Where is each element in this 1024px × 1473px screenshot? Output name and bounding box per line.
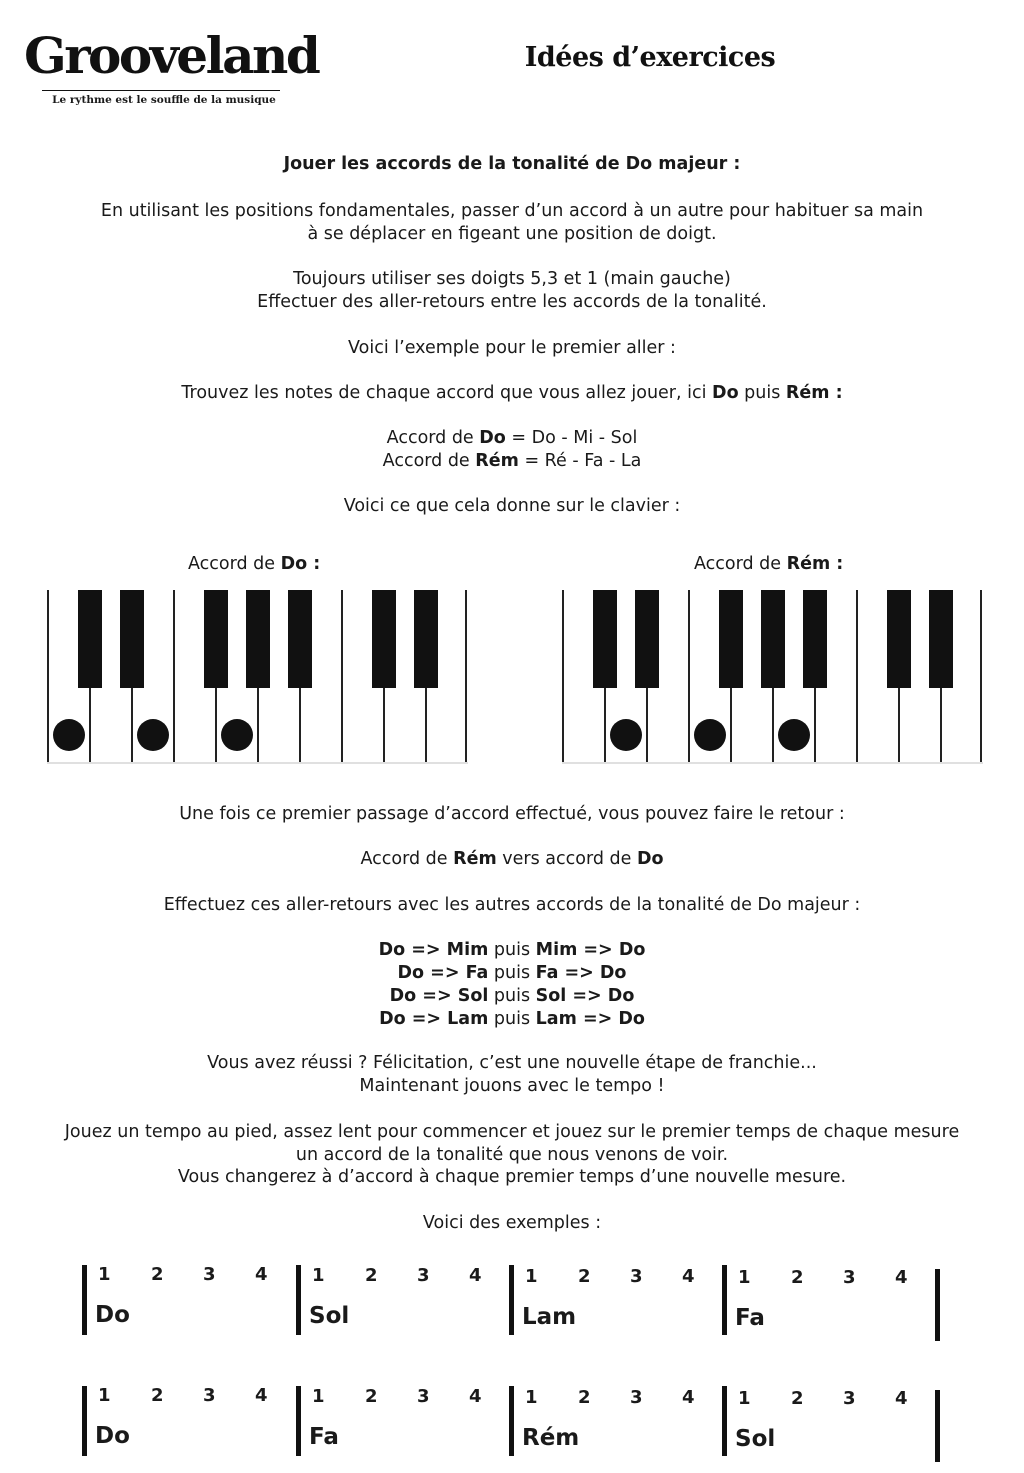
beat-number: 1 [738,1388,751,1409]
pair-back: Fa => Do [535,963,627,983]
beat-number: 4 [682,1387,695,1408]
bar-line [722,1386,727,1456]
pair-go: Do => Sol [389,986,489,1006]
pressed-key-dot [221,719,253,751]
examples-intro: Voici des exemples : [422,1213,602,1233]
keyboard-left-chord: Do : [280,554,321,574]
keyboard-right-prefix: Accord de [694,554,787,574]
bar-line [296,1265,301,1335]
beat-number: 4 [469,1265,482,1286]
beat-number: 1 [312,1386,325,1407]
pair-back: Sol => Do [535,986,635,1006]
pressed-key-dot [53,719,85,751]
beat-number: 1 [98,1385,111,1406]
black-key [635,590,659,688]
find-notes-rem: Rém : [785,383,843,403]
beat-number: 3 [417,1265,430,1286]
keyboard-left-prefix: Accord de [188,554,281,574]
beat-number: 1 [525,1266,538,1287]
chord-rem-name: Rém [475,451,519,471]
beat-number: 3 [843,1388,856,1409]
black-key [288,590,312,688]
keyboard-left-label [188,553,320,576]
black-key [803,590,827,688]
fingers-line-1: Toujours utiliser ses doigts 5,3 et 1 (main gauche) [293,269,731,289]
tempo-line-2: un accord de la tonalité que nous venons de voir. [295,1145,729,1165]
bar-line [296,1386,301,1456]
black-key [719,590,743,688]
pair-puis: puis [488,1009,536,1029]
pair-go: Do => Lam [379,1009,489,1029]
success-line-2: Maintenant jouons avec le tempo ! [359,1076,665,1096]
tempo-line-1: Jouez un tempo au pied, assez lent pour commencer et jouez sur le premier temps de chaque mesure [64,1122,960,1142]
keyboard-intro: Voici ce que cela donne sur le clavier : [343,496,681,516]
return-from: Rém [453,849,497,869]
pair-line [0,939,1024,962]
return-prefix: Accord de [360,849,454,869]
others-intro: Effectuez ces aller-retours avec les autres accords de la tonalité de Do majeur : [163,895,861,915]
beat-number: 4 [895,1388,908,1409]
find-notes-line [0,382,1024,405]
beat-number: 2 [578,1266,591,1287]
pair-puis: puis [488,963,536,983]
beat-number: 2 [791,1267,804,1288]
pair-go: Do => Mim [378,940,489,960]
return-intro: Une fois ce premier passage d’accord effectué, vous pouvez faire le retour : [179,804,845,824]
keyboard-do [47,590,468,764]
chord-rem-line [0,450,1024,473]
beat-number: 4 [682,1266,695,1287]
beat-number: 3 [843,1267,856,1288]
chord-do-notes: = Do - Mi - Sol [505,428,638,448]
black-key [593,590,617,688]
black-key [246,590,270,688]
beat-number: 2 [578,1387,591,1408]
measure-chord: Rém [522,1425,580,1451]
beat-number: 3 [630,1387,643,1408]
logo-divider [42,90,280,91]
pair-puis: puis [488,940,536,960]
bar-line [82,1265,87,1335]
measure-chord: Do [95,1302,130,1328]
section-heading: Jouer les accords de la tonalité de Do majeur : [283,154,741,174]
pressed-key-dot [778,719,810,751]
logo-wordmark: Grooveland [24,26,319,85]
return-mid: vers accord de [496,849,637,869]
chord-rem-prefix: Accord de [382,451,476,471]
pressed-key-dot [137,719,169,751]
bar-line [722,1265,727,1335]
logo [24,26,319,106]
bar-line [82,1386,87,1456]
black-key [887,590,911,688]
measure-chord: Fa [309,1424,339,1450]
measure-chord: Fa [735,1305,765,1331]
beat-number: 1 [312,1265,325,1286]
bar-line [935,1390,940,1462]
beat-number: 2 [151,1385,164,1406]
beat-number: 2 [365,1265,378,1286]
success-line-1: Vous avez réussi ? Félicitation, c’est une nouvelle étape de franchie... [207,1053,817,1073]
intro-line-2: à se déplacer en figeant une position de doigt. [307,224,717,244]
keyboard-right-chord: Rém : [786,554,844,574]
black-key [761,590,785,688]
fingers-line-2: Effectuer des aller-retours entre les accords de la tonalité. [257,292,767,312]
beat-number: 4 [255,1264,268,1285]
beat-number: 3 [203,1385,216,1406]
black-key [929,590,953,688]
black-key [204,590,228,688]
chord-rem-notes: = Ré - Fa - La [518,451,642,471]
beat-number: 3 [417,1386,430,1407]
keyboard-rem [562,590,983,764]
measure-chord: Sol [309,1303,350,1329]
keyboard-right-label [694,553,843,576]
logo-tagline: Le rythme est le souffle de la musique [52,94,276,106]
tempo-line-3: Vous changerez à d’accord à chaque premier temps d’une nouvelle mesure. [177,1167,847,1187]
beat-number: 2 [151,1264,164,1285]
beat-number: 3 [203,1264,216,1285]
beat-number: 4 [469,1386,482,1407]
pair-back: Lam => Do [535,1009,645,1029]
black-key [372,590,396,688]
measure-chord: Sol [735,1426,776,1452]
measure-chord: Do [95,1423,130,1449]
chord-do-name: Do [479,428,506,448]
bar-line [935,1269,940,1341]
find-notes-do: Do [712,383,739,403]
find-notes-mid: puis [738,383,786,403]
intro-line-1: En utilisant les positions fondamentales, passer d’un accord à un autre pour habituer sa main [100,201,924,221]
pressed-key-dot [694,719,726,751]
pair-back: Mim => Do [535,940,646,960]
pair-line [0,1008,1024,1031]
example-intro: Voici l’exemple pour le premier aller : [348,338,676,358]
pair-line [0,985,1024,1008]
pressed-key-dot [610,719,642,751]
beat-number: 2 [365,1386,378,1407]
return-line [0,848,1024,871]
bar-line [509,1265,514,1335]
measure-chord: Lam [522,1304,577,1330]
chord-do-line [0,427,1024,450]
pair-line [0,962,1024,985]
black-key [78,590,102,688]
beat-number: 1 [738,1267,751,1288]
pair-go: Do => Fa [397,963,489,983]
beat-number: 2 [791,1388,804,1409]
beat-number: 1 [525,1387,538,1408]
beat-number: 4 [895,1267,908,1288]
page-title: Idées d’exercices [524,42,776,73]
return-to: Do [636,849,664,869]
black-key [414,590,438,688]
find-notes-text: Trouvez les notes de chaque accord que vous allez jouer, ici [181,383,713,403]
beat-number: 1 [98,1264,111,1285]
beat-number: 3 [630,1266,643,1287]
black-key [120,590,144,688]
chord-do-prefix: Accord de [386,428,480,448]
pair-puis: puis [488,986,536,1006]
keyboard-base [562,762,983,764]
beat-number: 4 [255,1385,268,1406]
bar-line [509,1386,514,1456]
keyboard-base [47,762,468,764]
